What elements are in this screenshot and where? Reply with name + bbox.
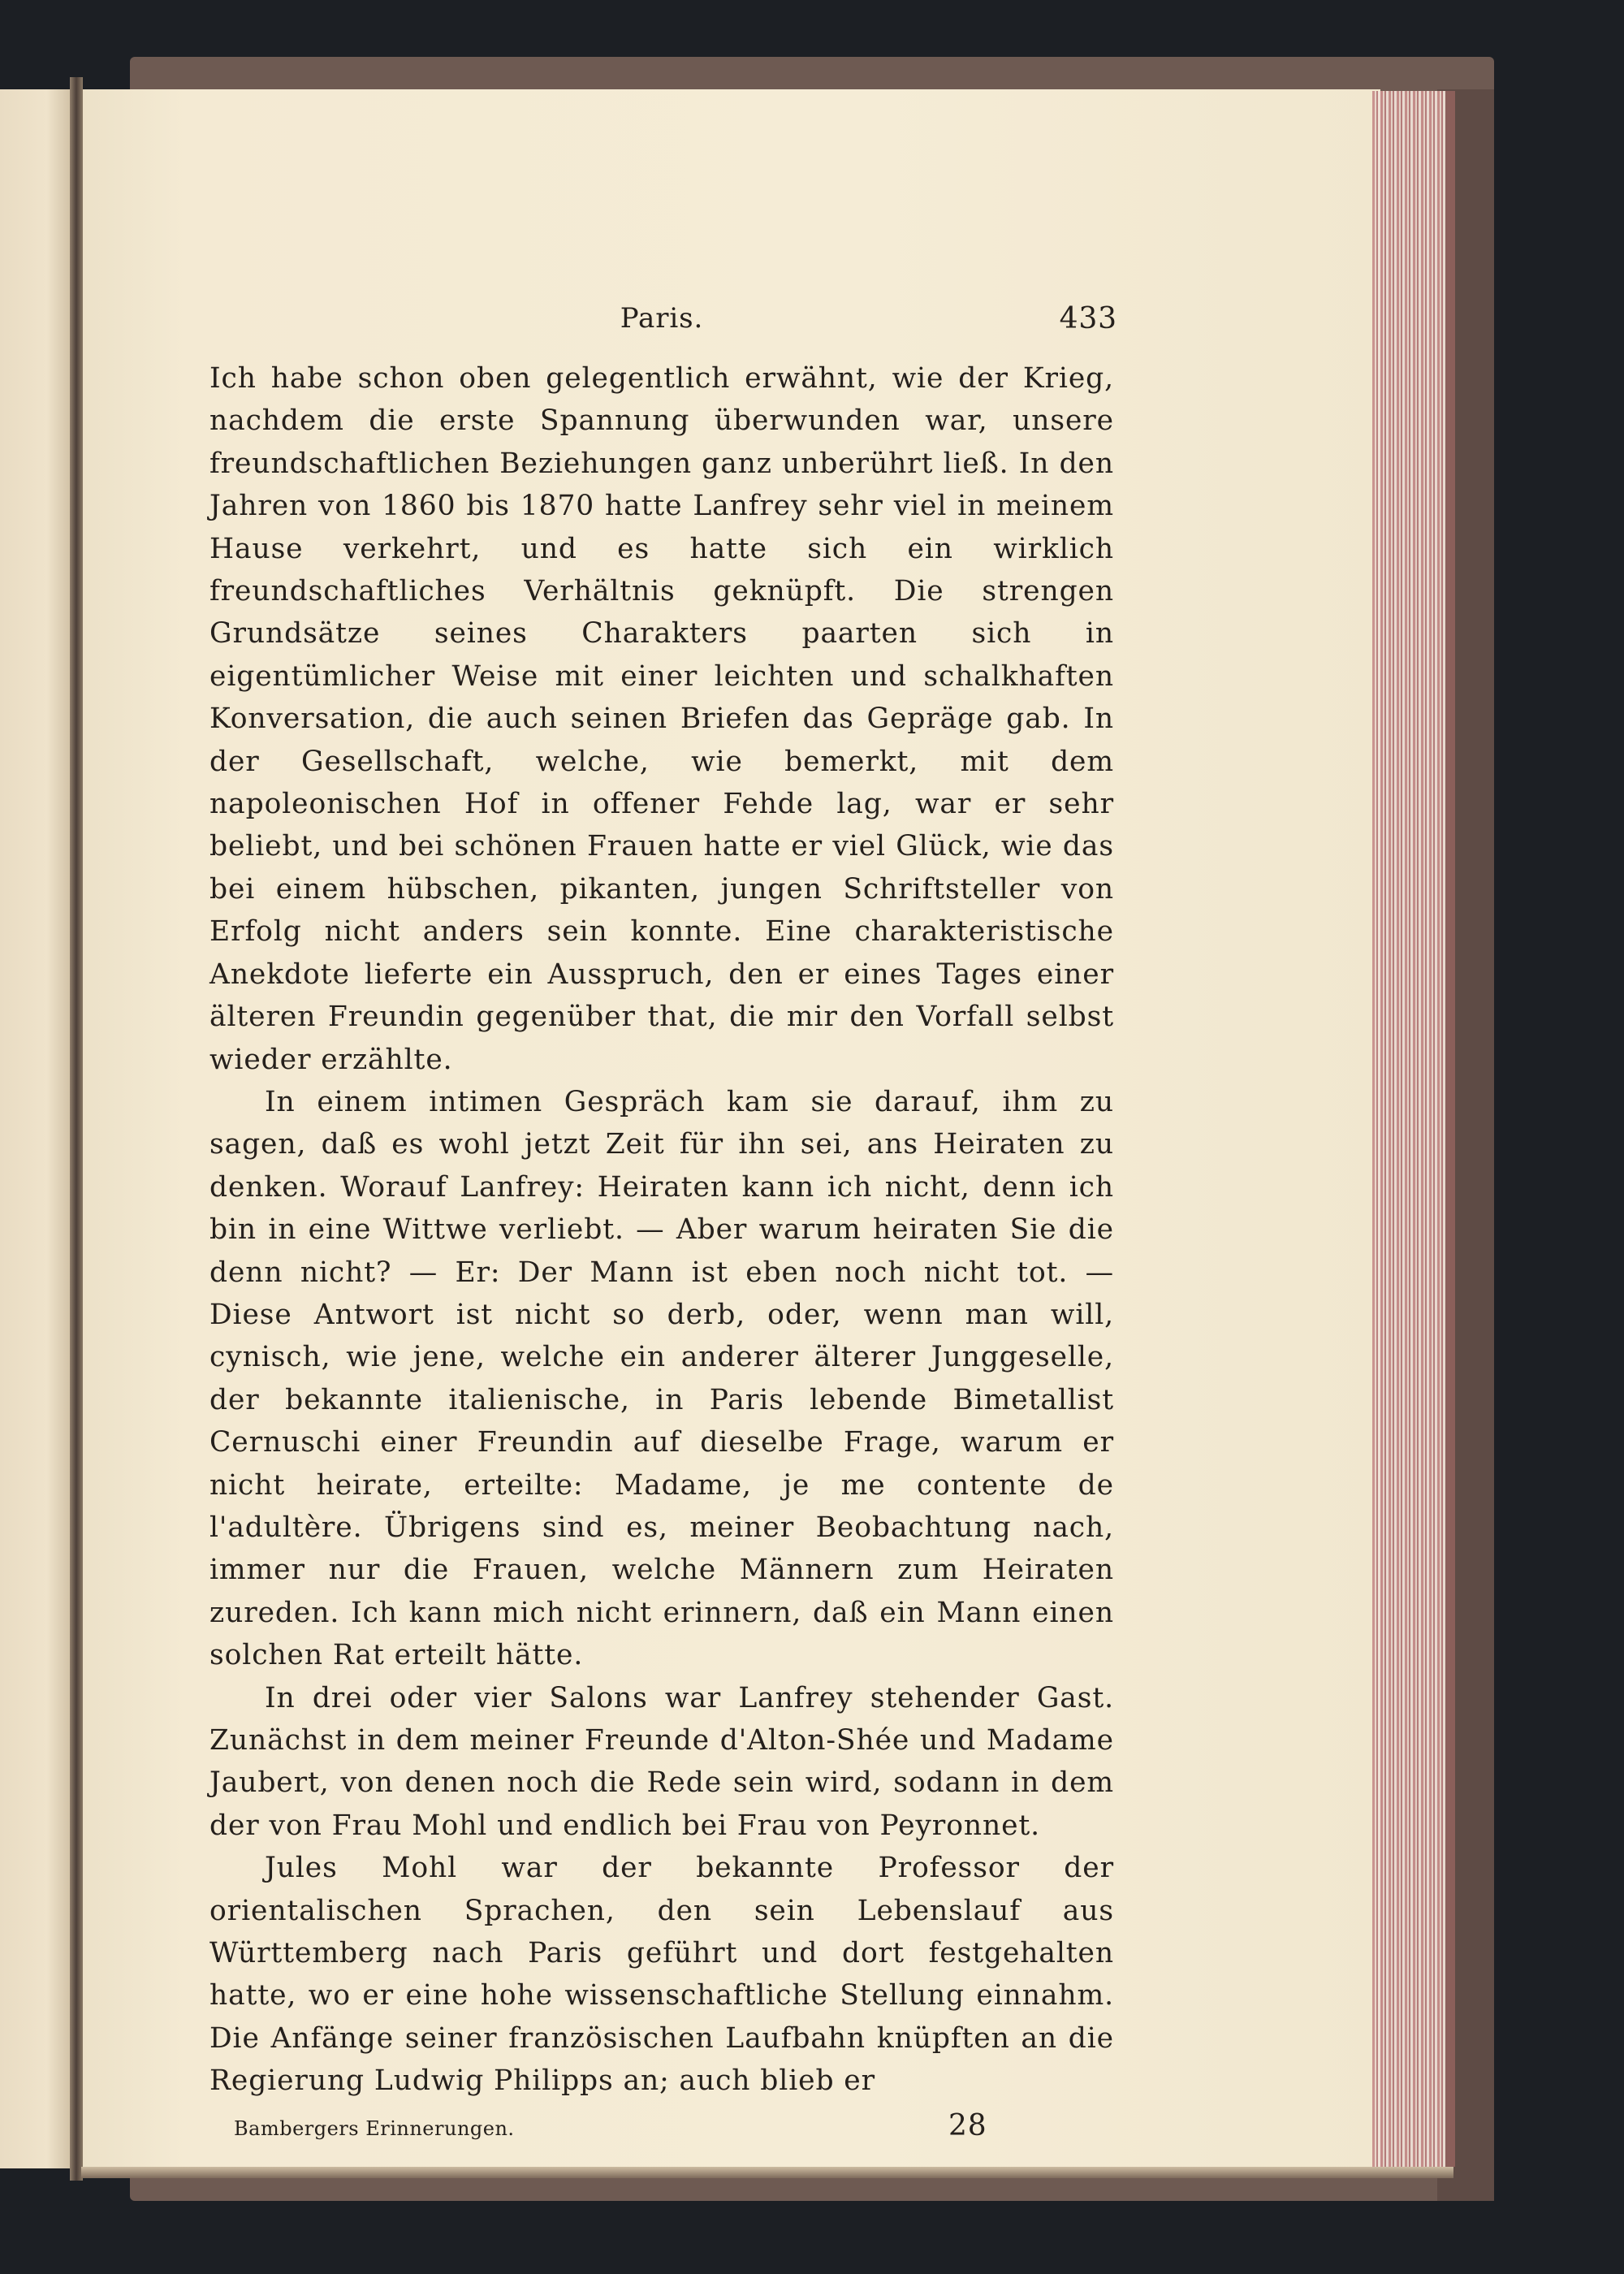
page-number: 433: [1059, 302, 1117, 335]
paragraph-2: In einem intimen Gespräch kam sie darauf, ihm zu sagen, daß es wohl jetzt Zeit für ihn sei, ans Heiraten zu denken. Worauf Lanfrey: Heiraten kann ich nicht, denn ich bin in eine Wittwe verliebt. — Aber warum heiraten Sie die denn nicht? — Er: Der Mann ist eben noch nicht tot. — Diese Antwort ist nicht so derb, oder, wenn man will, cynisch, wie jene, welche ein anderer älterer Junggeselle, der bekannte italienische, in Paris lebende Bimetallist Cernuschi einer Freundin auf dieselbe Frage, warum er nicht heirate, erteilte: Madame, je me contente de l'adultère. Übrigens sind es, meiner Beobachtung nach, immer nur die Frauen, welche Männern zum Heiraten zureden. Ich kann mich nicht erinnern, daß ein Mann einen solchen Rat erteilt hätte.: [209, 1085, 1114, 1672]
page-text-block: [209, 292, 1117, 2156]
book-gutter: [70, 77, 83, 2181]
page-header: [209, 292, 1117, 357]
page-footer: [209, 2108, 1114, 2156]
signature-mark: 28: [948, 2108, 987, 2142]
running-head: Paris.: [620, 302, 704, 335]
page-edges-shadow: [1445, 91, 1455, 2167]
paragraph-1: Ich habe schon oben gelegentlich erwähnt, wie der Krieg, nachdem die erste Spannung überwunden war, unsere freundschaftlichen Beziehungen ganz unberührt ließ. In den Jahren von 1860 bis 1870 hatte Lanfrey sehr viel in meinem Hause verkehrt, und es hatte sich ein wirklich freundschaftliches Verhältnis geknüpft. Die strengen Grundsätze seines Charakters paarten sich in eigentümlicher Weise mit einer leichten und schalkhaften Konversation, die auch seinen Briefen das Gepräge gab. In der Gesellschaft, welche, wie bemerkt, mit dem napoleonischen Hof in offener Fehde lag, war er sehr beliebt, und bei schönen Frauen hatte er viel Glück, wie das bei einem hübschen, pikanten, jungen Schriftsteller von Erfolg nicht anders sein konnte. Eine charakteristische Anekdote lieferte ein Ausspruch, den er eines Tages einer älteren Freundin gegenüber that, die mir den Vorfall selbst wieder erzählte.: [209, 362, 1114, 1076]
paragraph-4: Jules Mohl war der bekannte Professor der orientalischen Sprachen, den sein Lebenslauf aus Württemberg nach Paris geführt und dort festgehalten hatte, wo er eine hohe wissenschaftliche Stellung einnahm. Die Anfänge seiner französischen Laufbahn knüpften an die Regierung Ludwig Philipps an; auch blieb er: [209, 1852, 1114, 2098]
page-bottom-edge: [81, 2167, 1453, 2178]
left-page-edge: [0, 89, 78, 2168]
page-edges-stack: [1372, 91, 1445, 2167]
paragraph-3: In drei oder vier Salons war Lanfrey stehender Gast. Zunächst in dem meiner Freunde d'Alton-Shée und Madame Jaubert, von denen noch die Rede sein wird, sodann in dem der von Frau Mohl und endlich bei Frau von Peyronnet.: [209, 1681, 1114, 1842]
signature-line: Bambergers Erinnerungen.: [234, 2116, 515, 2140]
